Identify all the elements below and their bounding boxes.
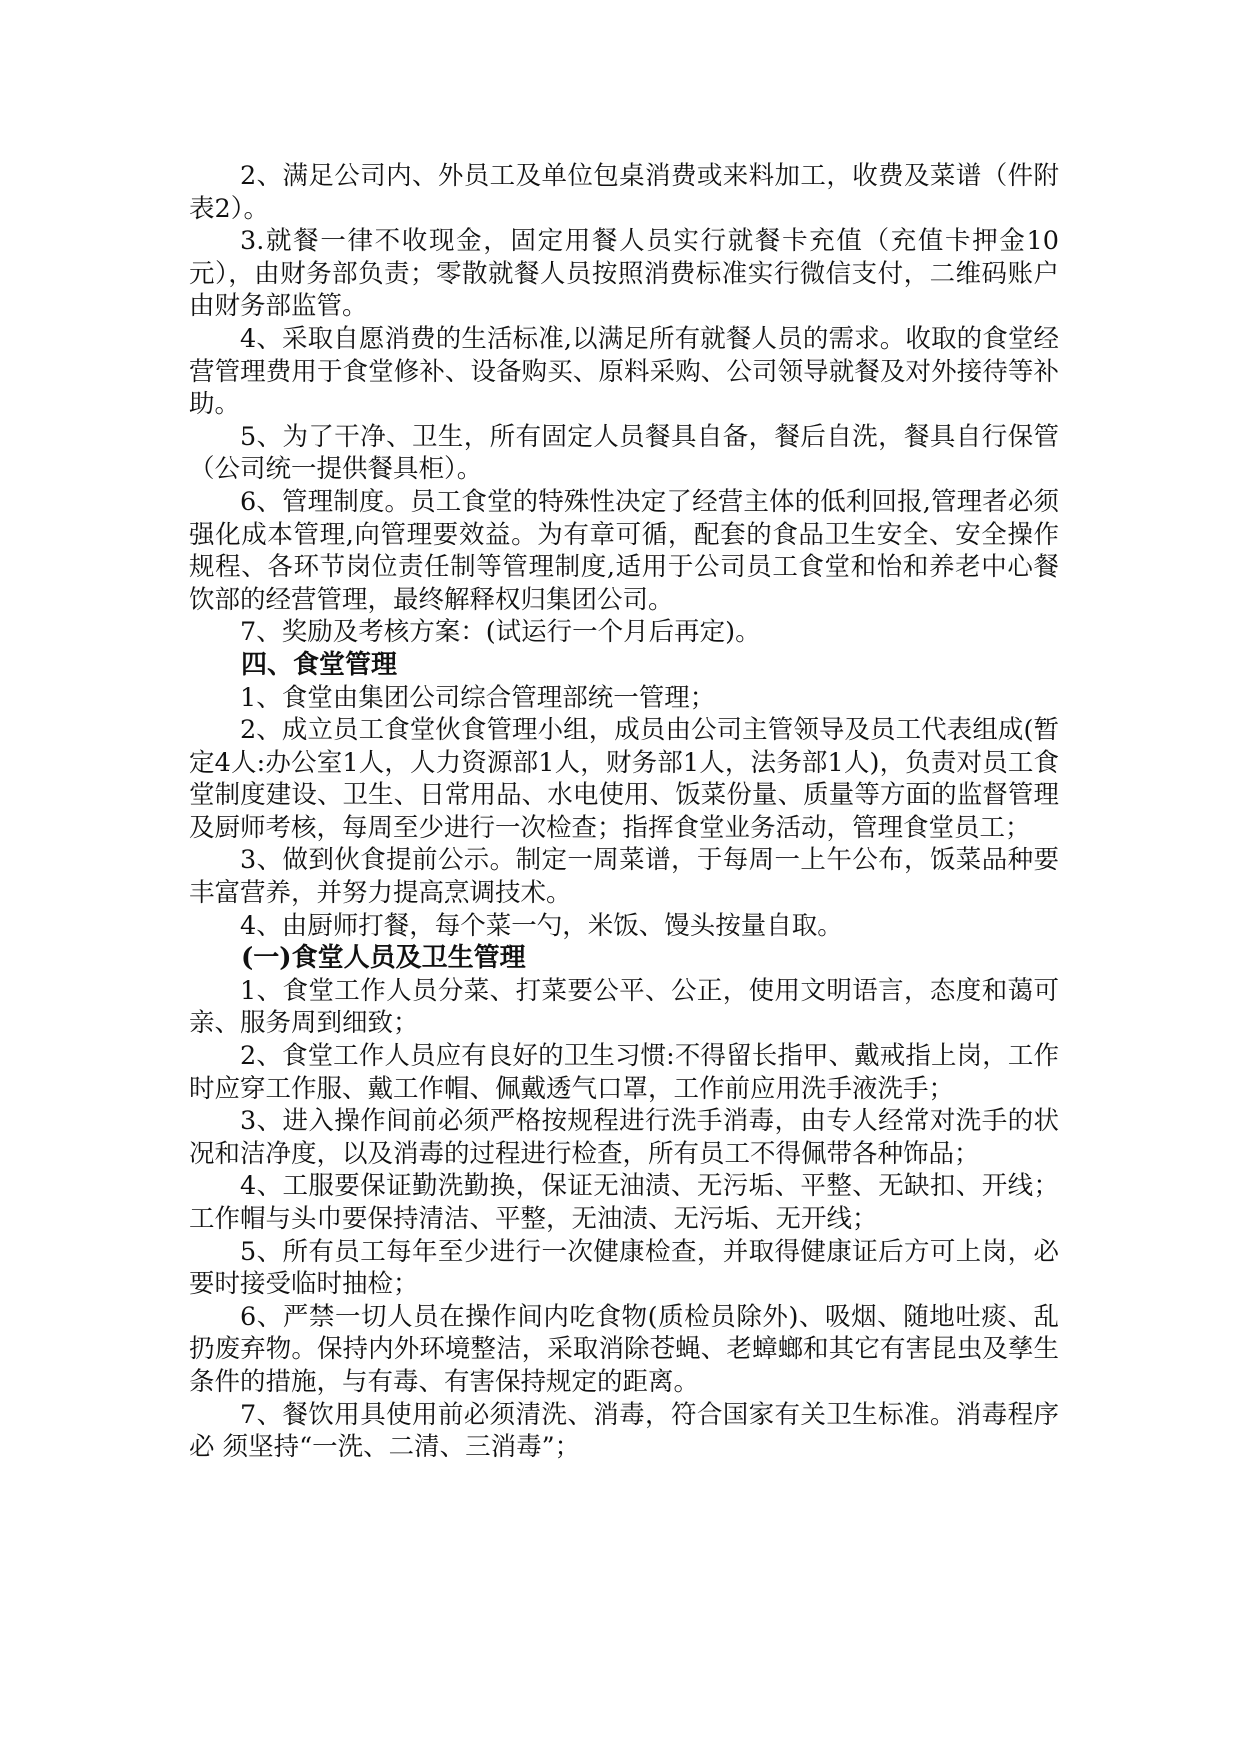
paragraph-canteen-4: 4、由厨师打餐，每个菜一勺，米饭、馒头按量自取。 <box>240 910 843 941</box>
paragraph-hygiene-4: 4、工服要保证勤洗勤换，保证无油渍、无污垢、平整、无缺扣、开线；工作帽与头巾要保持清洁、平整，无油渍、无污垢、无开线； <box>189 1171 1059 1234</box>
paragraph-hygiene-6: 6、严禁一切人员在操作间内吃食物(质检员除外)、吸烟、随地吐痰、乱扔废弃物。保持内外环境整洁，采取消除苍蝇、老蟑螂和其它有害昆虫及孳生条件的措施，与有毒、有害保持规定的距离。 <box>189 1301 1059 1397</box>
paragraph-hygiene-2: 2、食堂工作人员应有良好的卫生习惯:不得留长指甲、戴戒指上岗，工作时应穿工作服、戴工作帽、佩戴透气口罩，工作前应用洗手液洗手； <box>189 1041 1059 1104</box>
paragraph-hygiene-7: 7、餐饮用具使用前必须清洗、消毒，符合国家有关卫生标准。消毒程序必 须坚持“一洗、二清、三消毒”； <box>189 1399 1059 1463</box>
document-page <box>189 160 1059 1464</box>
paragraph-5-tableware: 5、为了干净、卫生，所有固定人员餐具自备，餐后自洗，餐具自行保管（公司统一提供餐具柜）。 <box>189 421 1059 485</box>
paragraph-canteen-1: 1、食堂由集团公司综合管理部统一管理； <box>240 682 716 713</box>
paragraph-3-payment: 3.就餐一律不收现金，固定用餐人员实行就餐卡充值（充值卡押金10元），由财务部负责；零散就餐人员按照消费标准实行微信支付，二维码账户由财务部监管。 <box>189 226 1059 322</box>
paragraph-6-management-system: 6、管理制度。员工食堂的特殊性决定了经营主体的低利回报,管理者必须强化成本管理,向管理要效益。为有章可循，配套的食品卫生安全、安全操作规程、各环节岗位责任制等管理制度,适用于公司员工食堂和怡和养老中心餐饮部的经营管理，最终解释权归集团公司。 <box>189 486 1059 615</box>
paragraph-7-rewards: 7、奖励及考核方案：(试运行一个月后再定)。 <box>240 617 761 648</box>
paragraph-canteen-2: 2、成立员工食堂伙食管理小组，成员由公司主管领导及员工代表组成(暂定4人:办公室1人，人力资源部1人，财务部1人，法务部1人)，负责对员工食堂制度建设、卫生、日常用品、水电使用、饭菜份量、质量等方面的监督管理及厨师考核，每周至少进行一次检查；指挥食堂业务活动，管理食堂员工； <box>189 715 1059 843</box>
paragraph-hygiene-3: 3、进入操作间前必须严格按规程进行洗手消毒，由专人经常对洗手的状况和洁净度，以及消毒的过程进行检查，所有员工不得佩带各种饰品； <box>189 1106 1059 1169</box>
paragraph-2-catering: 2、满足公司内、外员工及单位包桌消费或来料加工，收费及菜谱（件附表2）。 <box>189 161 1059 224</box>
subsection-heading-staff-hygiene: (一)食堂人员及卫生管理 <box>241 943 526 974</box>
section-heading-canteen-management: 四、食堂管理 <box>241 649 398 680</box>
paragraph-4-consumption: 4、采取自愿消费的生活标准,以满足所有就餐人员的需求。收取的食堂经营管理费用于食堂修补、设备购买、原料采购、公司领导就餐及对外接待等补助。 <box>189 323 1059 420</box>
paragraph-hygiene-5: 5、所有员工每年至少进行一次健康检查，并取得健康证后方可上岗，必要时接受临时抽检； <box>189 1236 1059 1300</box>
paragraph-hygiene-1: 1、食堂工作人员分菜、打菜要公平、公正，使用文明语言，态度和蔼可亲、服务周到细致； <box>189 975 1059 1039</box>
paragraph-canteen-3: 3、做到伙食提前公示。制定一周菜谱，于每周一上午公布，饭菜品种要丰富营养，并努力提高烹调技术。 <box>189 845 1059 909</box>
